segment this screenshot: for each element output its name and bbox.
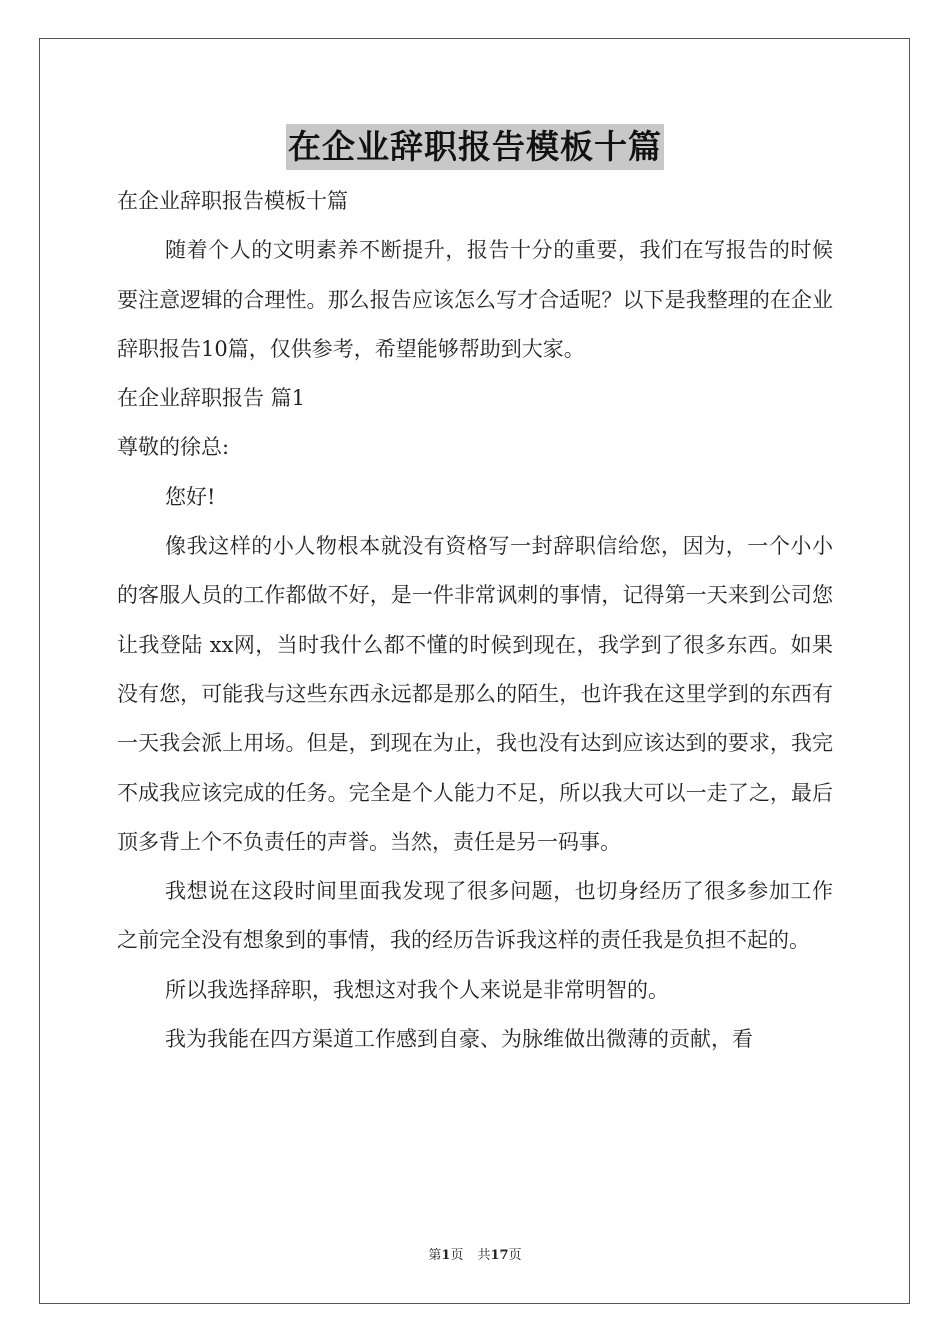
section-heading: 在企业辞职报告 篇1: [117, 386, 306, 411]
page-footer: [0, 1247, 950, 1265]
page-prefix: 第: [428, 1248, 442, 1263]
salutation: 尊敬的徐总:: [117, 435, 230, 460]
paragraph: 在企业辞职报告模板十篇: [117, 189, 348, 213]
paragraph: 我想说在这段时间里面我发现了很多问题，也切身经历了很多参加工作之前完全没有想象到的事情，我的经历告诉我这样的责任我是负担不起的。: [117, 879, 833, 953]
document-body: [117, 177, 833, 1064]
page-number: 1: [441, 1248, 451, 1263]
total-suffix: 页: [508, 1248, 522, 1263]
total-prefix: 共: [477, 1248, 491, 1263]
paragraph: 像我这样的小人物根本就没有资格写一封辞职信给您，因为，一个小小的客服人员的工作都做不好，是一件非常讽刺的事情，记得第一天来到公司您让我登陆 xx网，当时我什么都不懂的时候到现在，我学到了很多东西。如果没有您，可能我与这些东西永远都是那么的陌生，也许我在这里学到的东西有一天我会派上用场。但是，到现在为止，我也没有达到应该达到的要求，我完不成我应该完成的任务。完全是个人能力不足，所以我大可以一走了之，最后顶多背上个不负责任的声誉。当然，责任是另一码事。: [117, 534, 833, 854]
total-pages: 17: [490, 1248, 509, 1263]
paragraph: 随着个人的文明素养不断提升，报告十分的重要，我们在写报告的时候要注意逻辑的合理性。那么报告应该怎么写才合适呢？以下是我整理的在企业辞职报告10篇，仅供参考，希望能够帮助到大家。: [117, 238, 833, 361]
page-suffix: 页: [450, 1248, 464, 1263]
paragraph: 我为我能在四方渠道工作感到自豪、为脉维做出微薄的贡献，看: [165, 1027, 753, 1052]
greeting: 您好!: [165, 484, 216, 509]
paragraph: 所以我选择辞职，我想这对我个人来说是非常明智的。: [165, 977, 669, 1002]
document-title: 在企业辞职报告模板十篇: [286, 124, 664, 170]
title-wrap: [0, 124, 950, 170]
